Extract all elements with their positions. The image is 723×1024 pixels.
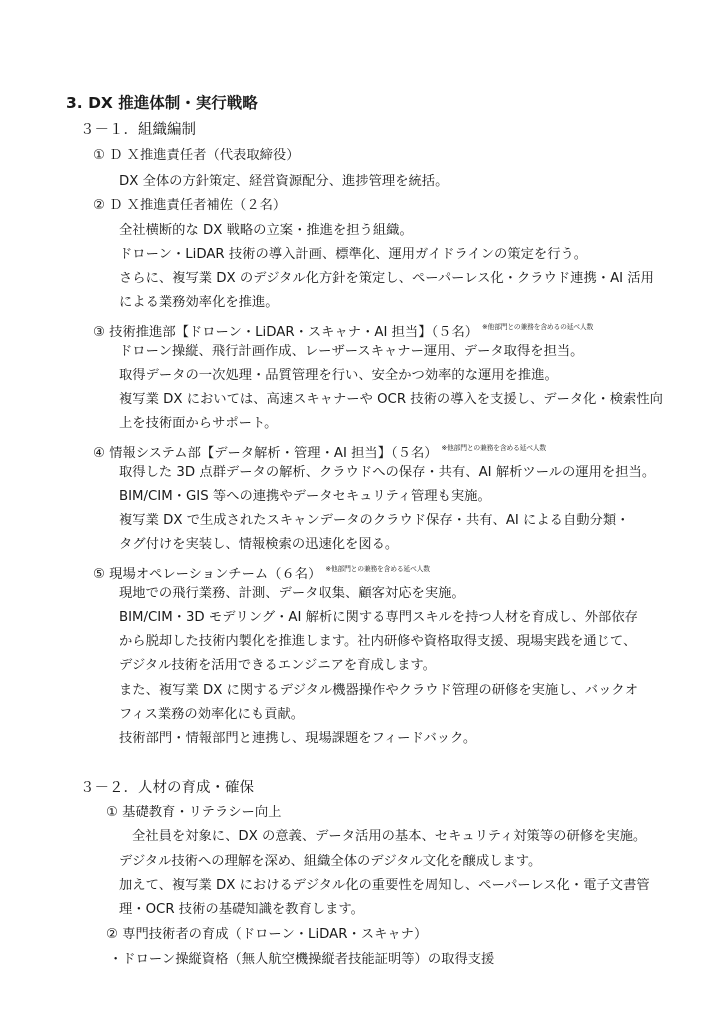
- item-heading-specialist-training: ② 専門技術者の育成（ドローン・LiDAR・スキャナ）: [106, 927, 428, 942]
- item-line: ドローン・LiDAR 技術の導入計画、標準化、運用ガイドラインの策定を行う。: [119, 247, 588, 262]
- headcount-note: ※他部門との兼務を含める延べ人数: [325, 565, 430, 573]
- item-line: 上を技術面からサポート。: [119, 416, 278, 431]
- item-heading-it-dept: [93, 439, 546, 463]
- item-line: さらに、複写業 DX のデジタル化方針を策定し、ペーパーレス化・クラウド連携・AI 活用: [119, 271, 654, 286]
- item-line: また、複写業 DX に関するデジタル機器操作やクラウド管理の研修を実施し、バックオ: [119, 683, 638, 698]
- item-line: 理・OCR 技術の基礎知識を教育します。: [119, 902, 364, 917]
- item-heading-field-ops: [93, 560, 430, 584]
- item-heading-text: ③ 技術推進部【ドローン・LiDAR・スキャナ・AI 担当】（５名）: [93, 325, 479, 340]
- subsection-title-talent: ３－２．人材の育成・確保: [80, 780, 254, 796]
- section-title: 3. DX 推進体制・実行戦略: [66, 94, 258, 112]
- item-heading-text: ⑤ 現場オペレーションチーム（６名）: [93, 567, 322, 582]
- item-line: デジタル技術を活用できるエンジニアを育成します。: [119, 658, 436, 673]
- item-line: タグ付けを実装し、情報検索の迅速化を図る。: [119, 537, 399, 552]
- item-line: 取得した 3D 点群データの解析、クラウドへの保存・共有、AI 解析ツールの運用を担当。: [119, 465, 656, 480]
- item-line: DX 全体の方針策定、経営資源配分、進捗管理を統括。: [119, 174, 449, 189]
- item-line: 技術部門・情報部門と連携し、現場課題をフィードバック。: [119, 731, 477, 746]
- item-line: BIM/CIM・3D モデリング・AI 解析に関する専門スキルを持つ人材を育成し、外部依存: [119, 610, 638, 625]
- item-line: ドローン操縦、飛行計画作成、レーザースキャナー運用、データ取得を担当。: [119, 344, 584, 359]
- item-line: ・ドローン操縦資格（無人航空機操縦者技能証明等）の取得支援: [109, 952, 495, 967]
- item-line: から脱却した技術内製化を推進します。社内研修や資格取得支援、現場実践を通じて、: [119, 634, 637, 649]
- item-line: 取得データの一次処理・品質管理を行い、安全かつ効率的な運用を推進。: [119, 368, 558, 383]
- item-line: デジタル技術への理解を深め、組織全体のデジタル文化を醸成します。: [119, 854, 542, 869]
- headcount-note: ※他部門との兼務を含める延べ人数: [441, 444, 546, 452]
- item-line: 加えて、複写業 DX におけるデジタル化の重要性を周知し、ペーパーレス化・電子文書管: [119, 878, 650, 893]
- item-line: 複写業 DX で生成されたスキャンデータのクラウド保存・共有、AI による自動分類・: [119, 513, 630, 528]
- item-line: 全社横断的な DX 戦略の立案・推進を担う組織。: [119, 223, 413, 238]
- item-line: 複写業 DX においては、高速スキャナーや OCR 技術の導入を支援し、データ化・検索性向: [119, 392, 663, 407]
- item-line: BIM/CIM・GIS 等への連携やデータセキュリティ管理も実施。: [119, 489, 491, 504]
- item-heading-dx-leader: ① Ｄ Ｘ推進責任者（代表取締役）: [93, 148, 300, 163]
- item-heading-basic-education: ① 基礎教育・リテラシー向上: [106, 805, 282, 820]
- headcount-note: ※他部門との兼務を含めるの延べ人数: [482, 323, 594, 331]
- item-heading-tech-dept: [93, 318, 593, 342]
- item-heading-dx-assistant: ② Ｄ Ｘ推進責任者補佐（２名）: [93, 198, 287, 213]
- item-heading-text: ④ 情報システム部【データ解析・管理・AI 担当】（５名）: [93, 446, 438, 461]
- item-line: 現地での飛行業務、計測、データ収集、顧客対応を実施。: [119, 586, 465, 601]
- item-line: 全社員を対象に、DX の意義、データ活用の基本、セキュリティ対策等の研修を実施。: [132, 829, 647, 844]
- item-line: フィス業務の効率化にも貢献。: [119, 707, 305, 722]
- subsection-title-organization: ３－１．組織編制: [80, 122, 196, 138]
- item-line: による業務効率化を推進。: [119, 295, 279, 310]
